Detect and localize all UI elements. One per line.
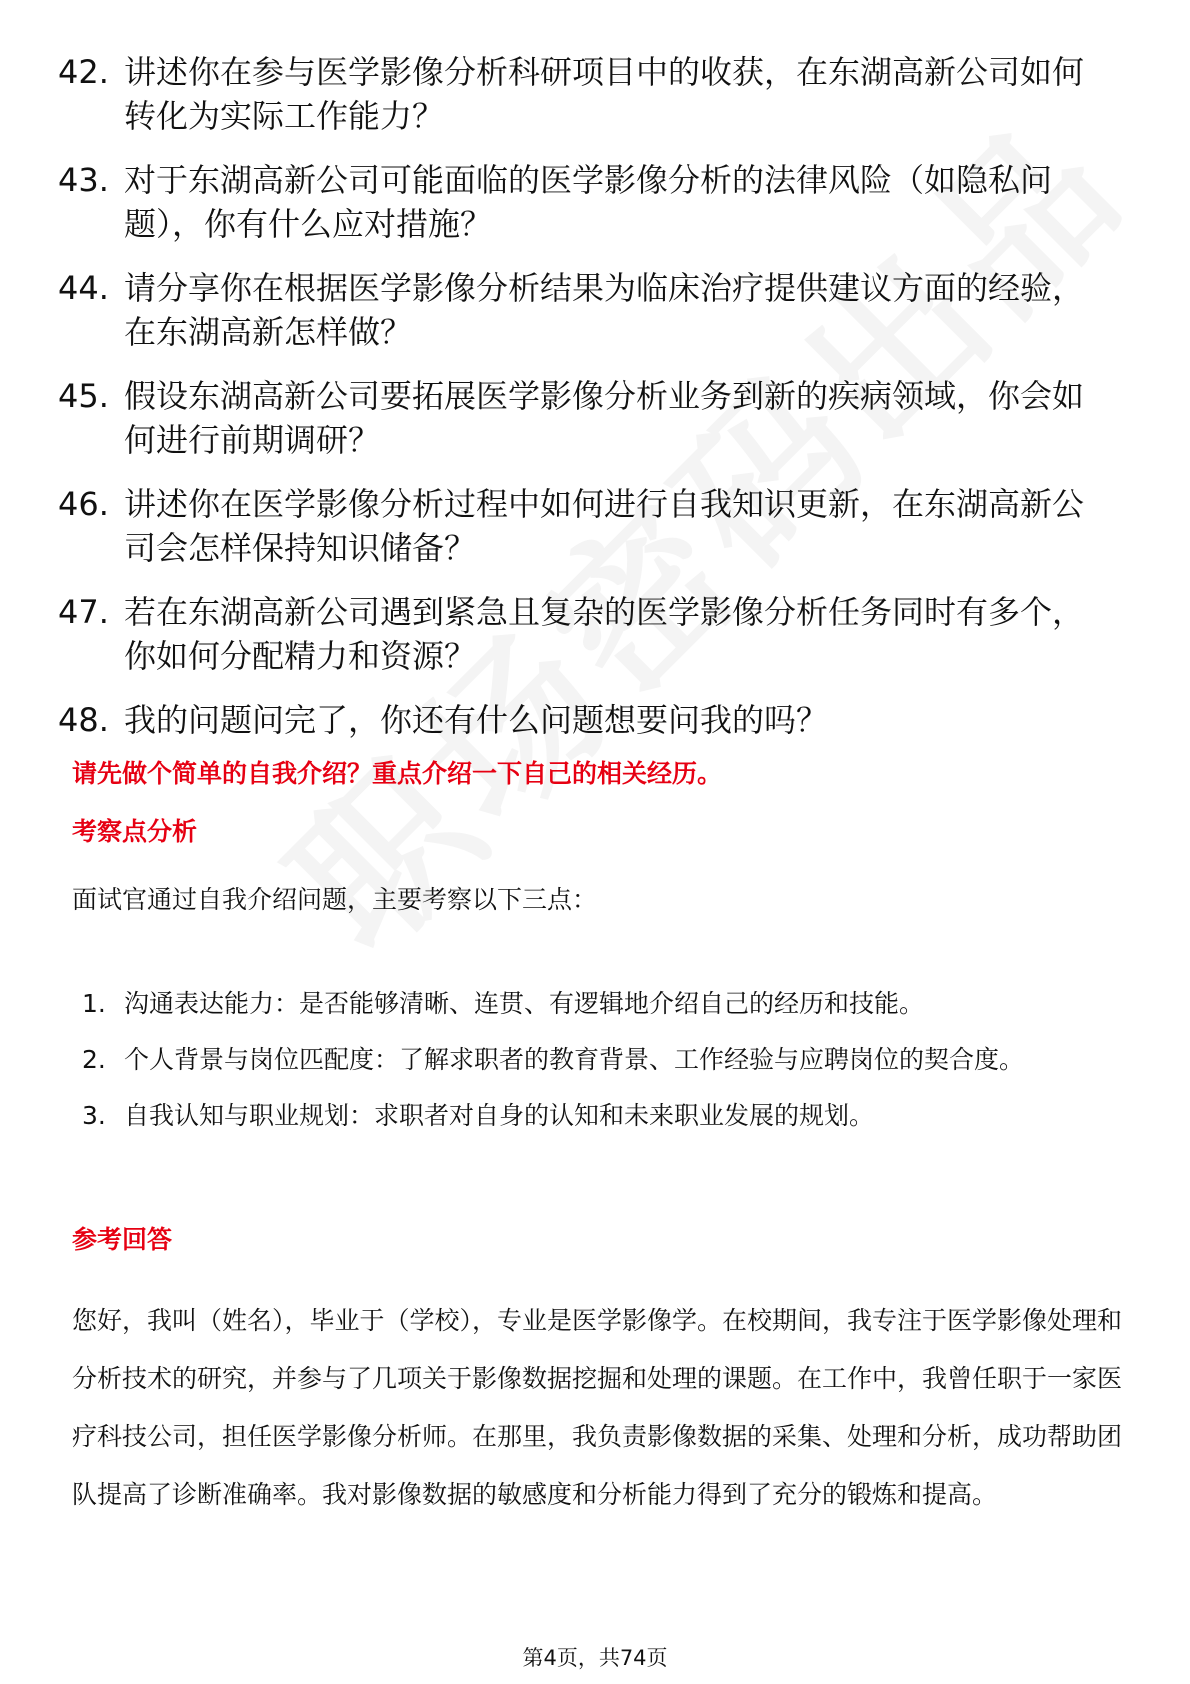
question-item	[58, 374, 1118, 462]
point-number: 3.	[82, 1101, 106, 1130]
point-text: 自我认知与职业规划：求职者对自身的认知和未来职业发展的规划。	[124, 1101, 875, 1130]
reference-answer: 您好，我叫（姓名），毕业于（学校），专业是医学影像学。在校期间，我专注于医学影像处理和分析技术的研究，并参与了几项关于影像数据挖掘和处理的课题。在工作中，我曾任职于一家医疗科技公司，担任医学影像分析师。在那里，我负责影像数据的采集、处理和分析，成功帮助团队提高了诊断准确率。我对影像数据的敏感度和分析能力得到了充分的锻炼和提高。	[72, 1306, 1123, 1509]
question-number: 48.	[58, 701, 109, 739]
question-text: 讲述你在参与医学影像分析科研项目中的收获，在东湖高新公司如何转化为实际工作能力？	[124, 53, 1085, 135]
analysis-point	[82, 976, 1122, 1032]
point-number: 1.	[82, 989, 106, 1018]
question-number: 45.	[58, 377, 109, 415]
question-text: 我的问题问完了，你还有什么问题想要问我的吗？	[124, 701, 829, 739]
question-number: 44.	[58, 269, 109, 307]
question-item	[58, 50, 1118, 138]
question-text: 假设东湖高新公司要拓展医学影像分析业务到新的疾病领域，你会如何进行前期调研？	[124, 377, 1085, 459]
analysis-point	[82, 1032, 1122, 1088]
question-item	[58, 266, 1118, 354]
question-text: 请分享你在根据医学影像分析结果为临床治疗提供建议方面的经验，在东湖高新怎样做？	[124, 269, 1085, 351]
question-number: 42.	[58, 53, 109, 91]
analysis-intro: 面试官通过自我介绍问题，主要考察以下三点：	[72, 885, 598, 914]
question-number: 46.	[58, 485, 109, 523]
point-text: 沟通表达能力：是否能够清晰、连贯、有逻辑地介绍自己的经历和技能。	[124, 989, 925, 1018]
reference-heading: 参考回答	[72, 1225, 173, 1254]
page-footer: 第4页，共74页	[522, 1646, 668, 1670]
self-intro-question: 请先做个简单的自我介绍？重点介绍一下自己的相关经历。	[72, 759, 723, 788]
question-number: 47.	[58, 593, 109, 631]
analysis-heading: 考察点分析	[72, 817, 198, 846]
question-list	[58, 50, 1118, 762]
analysis-point-list	[82, 976, 1122, 1144]
question-text: 若在东湖高新公司遇到紧急且复杂的医学影像分析任务同时有多个，你如何分配精力和资源？	[124, 593, 1085, 675]
question-text: 讲述你在医学影像分析过程中如何进行自我知识更新，在东湖高新公司会怎样保持知识储备？	[124, 485, 1085, 567]
question-item	[58, 158, 1118, 246]
question-text: 对于东湖高新公司可能面临的医学影像分析的法律风险（如隐私问题），你有什么应对措施？	[124, 161, 1053, 243]
point-text: 个人背景与岗位匹配度：了解求职者的教育背景、工作经验与应聘岗位的契合度。	[124, 1045, 1025, 1074]
question-item	[58, 698, 1118, 742]
point-number: 2.	[82, 1045, 106, 1074]
analysis-point	[82, 1088, 1122, 1144]
question-item	[58, 482, 1118, 570]
question-number: 43.	[58, 161, 109, 199]
question-item	[58, 590, 1118, 678]
